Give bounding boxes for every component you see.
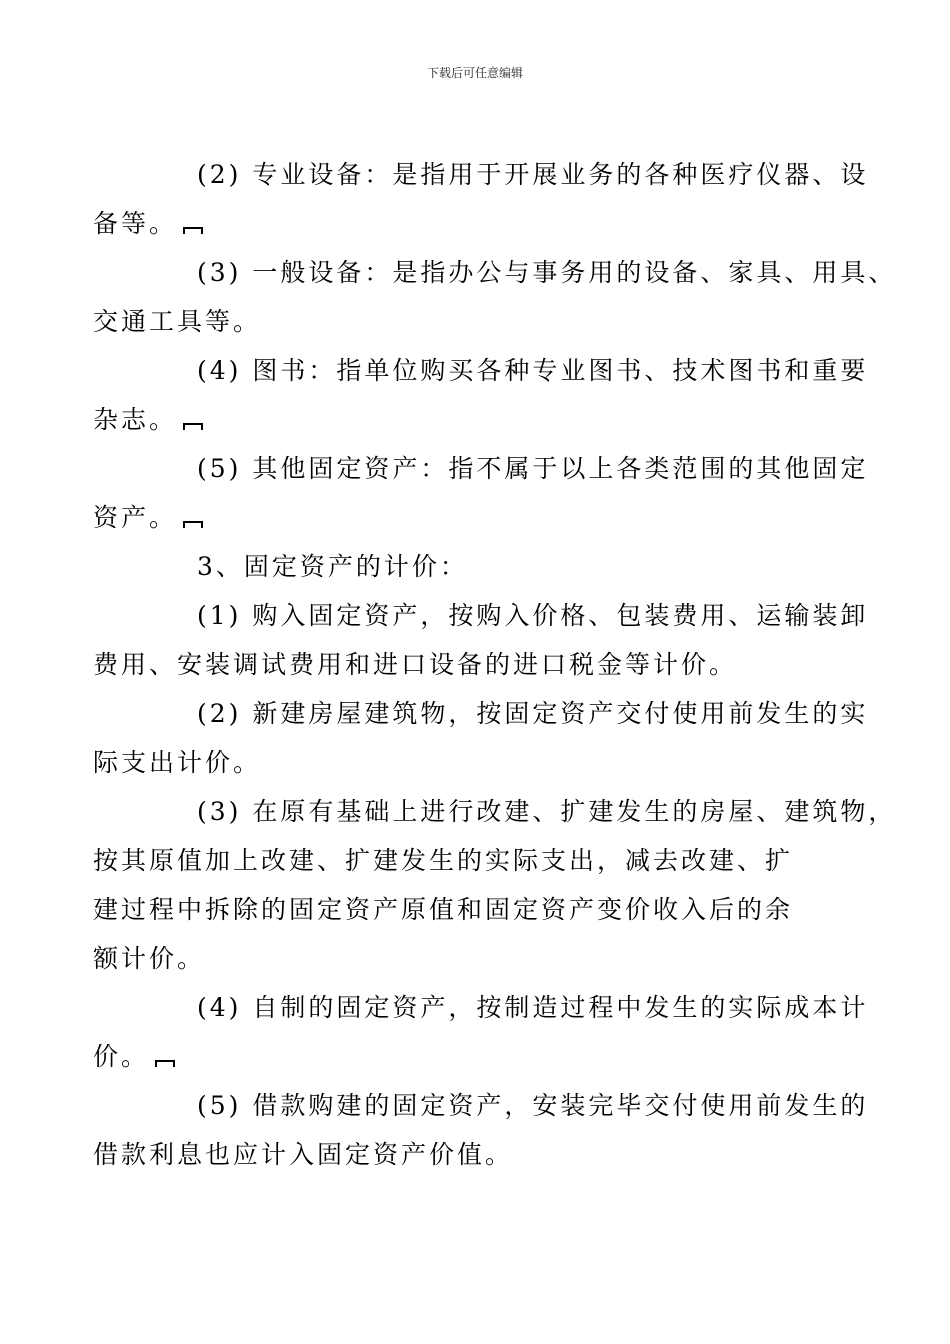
section-break-mark xyxy=(183,227,203,234)
paragraph xyxy=(93,983,869,1081)
paragraph xyxy=(93,689,869,787)
paragraph xyxy=(93,1081,869,1179)
text-line: (1) 购入固定资产，按购入价格、包装费用、运输装卸 xyxy=(197,601,869,630)
text-line: 备等。 xyxy=(93,199,813,248)
text-line: (5) 其他固定资产：指不属于以上各类范围的其他固定 xyxy=(197,454,869,483)
text-line: 借款利息也应计入固定资产价值。 xyxy=(93,1140,514,1169)
text-line: (5) 借款购建的固定资产，安装完毕交付使用前发生的 xyxy=(197,1091,869,1120)
paragraph xyxy=(93,248,897,346)
text-line: 价。 xyxy=(93,1032,813,1081)
paragraph xyxy=(93,444,869,542)
text-line: (4) 自制的固定资产，按制造过程中发生的实际成本计 xyxy=(197,993,869,1022)
paragraph xyxy=(93,150,869,248)
text-line: 际支出计价。 xyxy=(93,748,262,777)
text-line: (3) 一般设备：是指办公与事务用的设备、家具、用具、 xyxy=(197,258,897,287)
text-line: 交通工具等。 xyxy=(93,307,262,336)
text-line: 费用、安装调试费用和进口设备的进口税金等计价。 xyxy=(93,650,738,679)
paragraph xyxy=(93,787,897,983)
section-heading xyxy=(145,542,813,591)
text-line: (2) 专业设备：是指用于开展业务的各种医疗仪器、设 xyxy=(197,160,869,189)
section-break-mark xyxy=(183,423,203,430)
text-line: (4) 图书：指单位购买各种专业图书、技术图书和重要 xyxy=(197,356,869,385)
section-break-mark xyxy=(155,1060,175,1067)
document-body xyxy=(93,150,897,1179)
text-line: 额计价。 xyxy=(93,944,206,973)
text-line: 杂志。 xyxy=(93,395,813,444)
text-line: 建过程中拆除的固定资产原值和固定资产变价收入后的余 xyxy=(93,895,794,924)
paragraph xyxy=(93,591,869,689)
text-line: 按其原值加上改建、扩建发生的实际支出，减去改建、扩 xyxy=(93,846,794,875)
text-line: 3、固定资产的计价： xyxy=(197,552,468,581)
text-line: (2) 新建房屋建筑物，按固定资产交付使用前发生的实 xyxy=(197,699,869,728)
text-line: 资产。 xyxy=(93,493,813,542)
section-break-mark xyxy=(183,521,203,528)
paragraph xyxy=(93,346,869,444)
text-line: (3) 在原有基础上进行改建、扩建发生的房屋、建筑物， xyxy=(197,797,897,826)
page-header: 下载后可任意编辑 xyxy=(426,66,523,80)
